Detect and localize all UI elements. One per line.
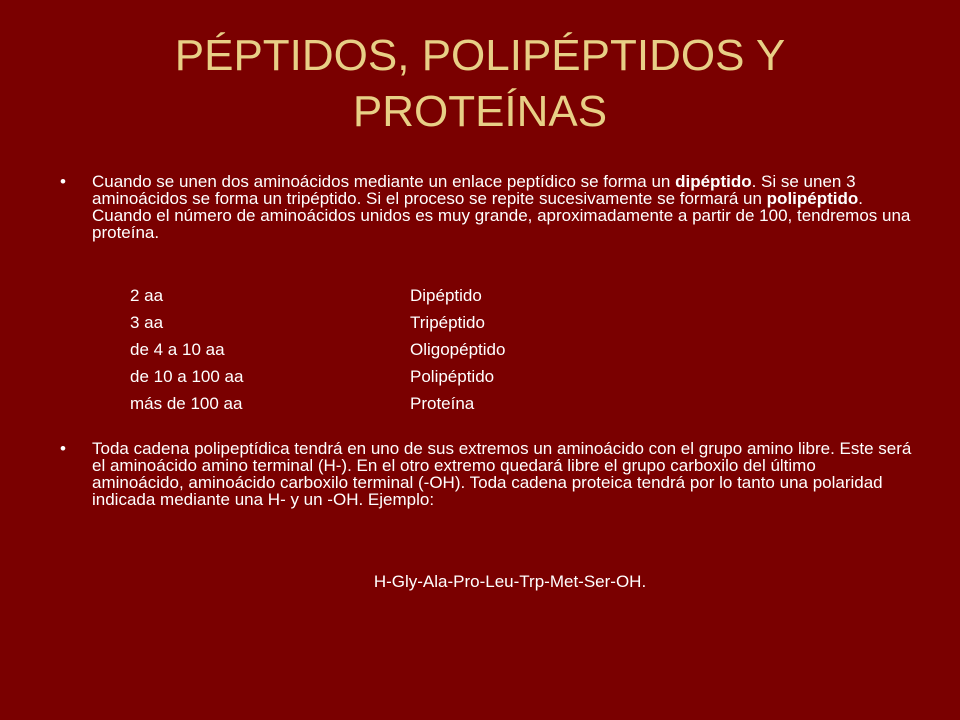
bullet-text-part: Cuando se unen dos aminoácidos mediante un enlace peptídico se forma un [92, 172, 676, 191]
bullet-text-part: . Cuando el número de aminoácidos unidos es muy grande, aproximadamente a partir de 100, tendremos una proteína. [92, 189, 911, 242]
slide-title: PÉPTIDOS, POLIPÉPTIDOS Y PROTEÍNAS [174, 31, 786, 136]
peptide-name: Polipéptido [410, 367, 495, 386]
aa-count: de 4 a 10 aa [130, 340, 225, 359]
example-sequence: H-Gly-Ala-Pro-Leu-Trp-Met-Ser-OH. [373, 572, 647, 591]
aa-count: 3 aa [130, 313, 164, 332]
aa-count: 2 aa [130, 286, 164, 305]
peptide-name: Proteína [410, 394, 475, 413]
bullet-marker: • [60, 439, 66, 458]
bullet-marker: • [60, 172, 66, 191]
bullet-text-part: . Si se unen 3 aminoácidos se forma un tripéptido. Si el proceso se repite sucesivamente se formará un [92, 172, 856, 208]
peptide-name: Oligopéptido [410, 340, 506, 359]
bullet-text: Toda cadena polipeptídica tendrá en uno de sus extremos un aminoácido con el grupo amino libre. Este será el aminoácido amino terminal (H-). En el otro extremo quedará libre el grupo carboxilo del último aminoácido, aminoácido carboxilo terminal (-OH). Toda cadena proteica tendrá por lo tanto una polaridad indicada mediante una H- y un -OH. Ejemplo: [92, 439, 912, 509]
peptide-name: Tripéptido [410, 313, 485, 332]
aa-count: más de 100 aa [130, 394, 243, 413]
bullet-text [92, 173, 912, 241]
peptide-name: Dipéptido [410, 286, 482, 305]
bold-term-polipeptido: polipéptido [766, 189, 859, 208]
aa-count: de 10 a 100 aa [130, 367, 244, 386]
bold-term-dipeptido: dipéptido [675, 172, 752, 191]
